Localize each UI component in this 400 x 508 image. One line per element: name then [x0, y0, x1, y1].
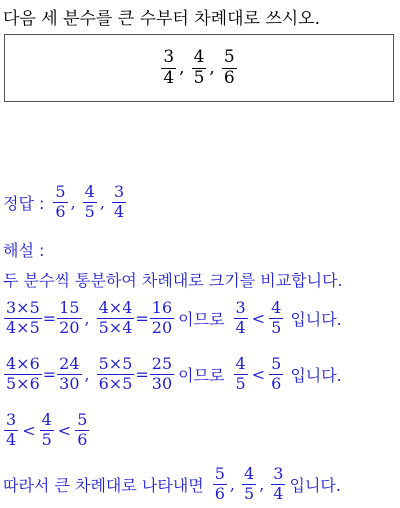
comparison-row-2: $\frac{4\times 6}{5\times 6}$ = $\frac{24}{30}$ , $\frac{5\times 5}{6\times 5}$ = $\frac{25}{30}$ 이므로 $\frac{4}{5}$ < $\frac{5}{6}$ 입니다. [6, 354, 342, 393]
explanation-label: 해설 : [3, 241, 45, 260]
answer-line: 정답 : $\frac{5}{6}$ , $\frac{4}{5}$ , $\frac{3}{4}$ [3, 182, 125, 221]
answer-label: 정답 : [3, 193, 45, 213]
explanation-intro: 두 분수씩 통분하여 차례대로 크기를 비교합니다. [3, 271, 343, 290]
conclusion-line: 따라서 큰 차례대로 나타내면 $\frac{5}{6}$ , $\frac{4}{5}$ , $\frac{3}{4}$ 입니다. [3, 464, 341, 503]
question-fraction-box: $\frac{3}{4}$ , $\frac{4}{5}$ , $\frac{5}{6}$ [4, 34, 394, 102]
answer-fraction-1: $\frac{5}{6}$ [55, 182, 66, 221]
ordering-chain: $\frac{3}{4}$ < $\frac{4}{5}$ < $\frac{5}{6}$ [6, 410, 88, 449]
comparison-row-1: $\frac{3\times 5}{4\times 5}$ = $\frac{15}{20}$ , $\frac{4\times 4}{5\times 4}$ = $\frac{16}{20}$ 이므로 $\frac{3}{4}$ < $\frac{4}{5}$ 입니다. [6, 298, 342, 337]
answer-fraction-2: $\frac{4}{5}$ [84, 182, 95, 221]
question-text: 다음 세 분수를 큰 수부터 차례대로 쓰시오. [3, 9, 321, 29]
answer-fraction-3: $\frac{3}{4}$ [113, 182, 125, 221]
box-fraction-3: $\frac{5}{6}$ [223, 46, 235, 88]
box-fraction-2: $\frac{4}{5}$ [193, 46, 205, 88]
box-fraction-1: $\frac{3}{4}$ [163, 46, 175, 88]
